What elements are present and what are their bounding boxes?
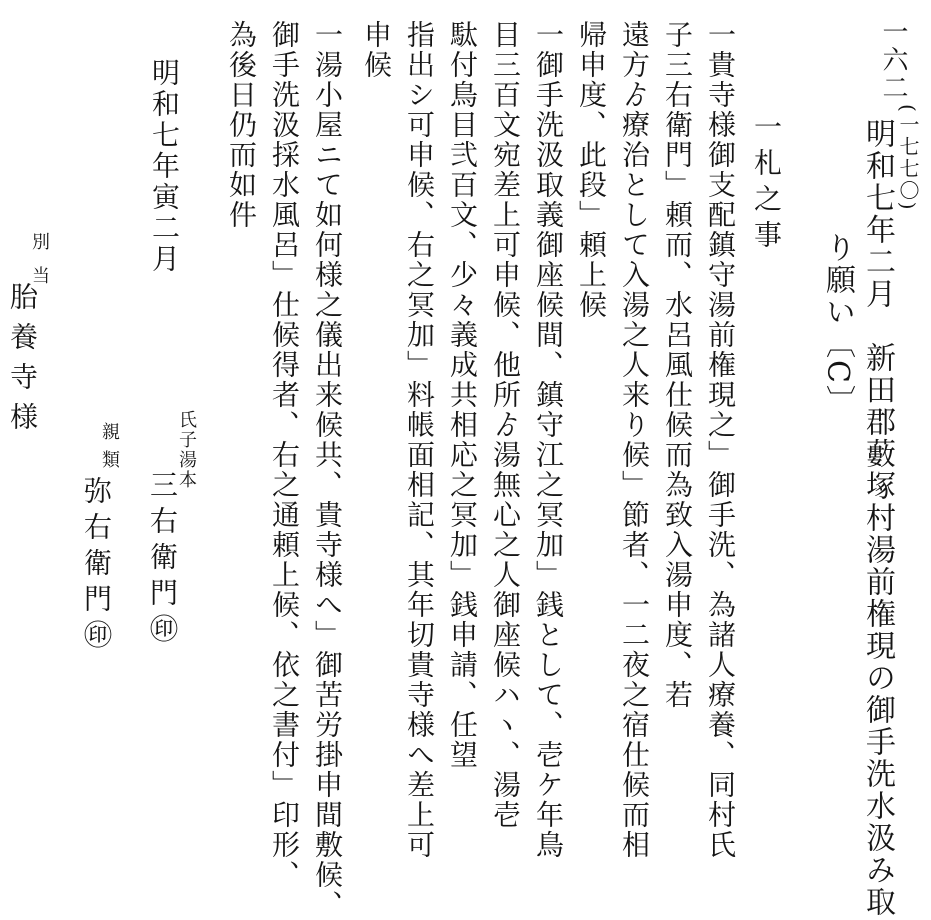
document-number: 一六二 [878,18,908,102]
body-line-5: 一御手洗汲取義御座候間、鎮守江之冥加」銭として、壱ケ年鳥 [532,20,565,860]
body-line-6: 目三百文宛差上可申候、他所ゟ湯無心之人御座候ハヽ、湯壱 [489,20,522,830]
body-line-4: 帰申度、此段」頼上候 [575,20,608,320]
body-line-12: 為後日仍而如件 [225,20,258,230]
body-line-2: 子三右衛門」頼而、水呂風仕候而為致入湯申度、若 [661,20,694,710]
body-line-10: 一湯小屋ニて如何様之儀出来候共、貴寺様へ」御苦労掛申間敷候、 [311,20,344,920]
body-line-9: 申候 [360,20,393,80]
body-line-3: 遠方ゟ療治として入湯之人来り候」節者、一二夜之宿仕候而相 [618,20,651,860]
body-line-8: 指出シ可申候、右之冥加」料帳面相記、其年切貴寺様へ差上可 [403,20,436,860]
document-heading: 一札之事 [750,112,783,256]
signer-1-name: 三右衛門㊞ [146,470,179,650]
document-title: 明和七年二月 新田郡藪塚村湯前権現の御手洗水汲み取 [860,118,895,918]
reference-number: (一七七〇) [896,104,920,212]
body-line-1: 一貴寺様御支配鎮守湯前権現之」御手洗、為諸人療養、同村氏 [704,20,737,860]
body-line-11: 御手洗汲採水風呂」仕候得者、右之通頼上候、依之書付」印形、 [268,20,301,890]
document-title-continued: り願い〔C〕 [820,232,855,417]
signer-2-name: 弥右衛門㊞ [80,476,113,656]
body-line-7: 駄付鳥目弐百文、少々義成共相応之冥加」銭申請、任望 [446,20,479,770]
signer-2-role: 親類 [99,422,120,478]
document-date: 明和七年寅二月 [148,58,181,275]
addressee-name: 胎養寺様 [6,282,39,442]
signer-1-role: 氏子湯本 [176,410,197,490]
addressee-role: 別当 [29,232,50,300]
